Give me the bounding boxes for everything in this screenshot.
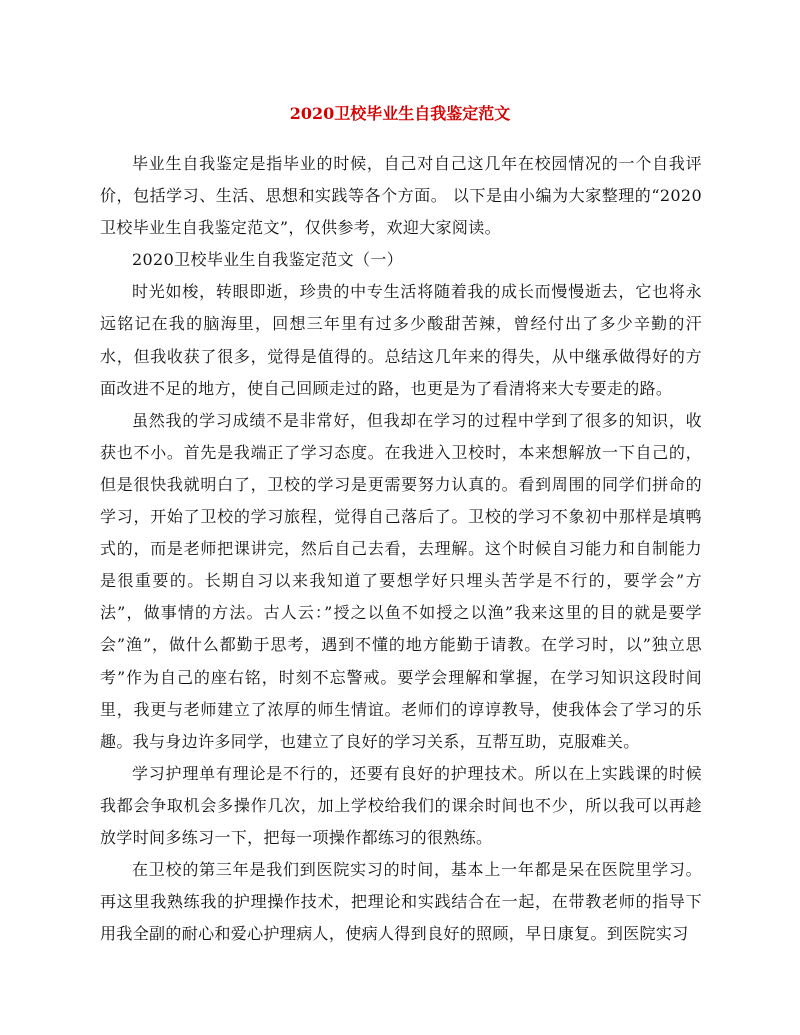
paragraph-internship: 在卫校的第三年是我们到医院实习的时间，基本上一年都是呆在医院里学习。再这里我熟练我的护理操作技术，把理论和实践结合在一起，在带教老师的指导下用我全副的耐心和爱心护理病人，使病人得到良好的照顾，早日康复。到医院实习 <box>100 860 702 944</box>
document-body <box>100 148 702 950</box>
paragraph-study: 虽然我的学习成绩不是非常好，但我却在学习的过程中学到了很多的知识，收获也不小。首先是我端正了学习态度。在我进入卫校时，本来想解放一下自己的，但是很快我就明白了，卫校的学习是更需要努力认真的。看到周围的同学们拼命的学习，开始了卫校的学习旅程，觉得自己落后了。卫校的学习不象初中那样是填鸭式的，而是老师把课讲完，然后自己去看，去理解。这个时候自习能力和自制能力是很重要的。长期自习以来我知道了要想学好只埋头苦学是不行的，要学会”方法”，做事情的方法。古人云：”授之以鱼不如授之以渔”我来这里的目的就是要学会”渔”，做什么都勤于思考，遇到不懂的地方能勤于请教。在学习时，以”独立思考”作为自己的座右铭，时刻不忘警戒。要学会理解和掌握，在学习知识这段时间里，我更与老师建立了浓厚的师生情谊。老师们的谆谆教导，使我体会了学习的乐趣。我与身边许多同学，也建立了良好的学习关系，互帮互助，克服难关。 <box>100 410 702 751</box>
document-title: 2020卫校毕业生自我鉴定范文 <box>289 104 511 123</box>
paragraph-intro: 毕业生自我鉴定是指毕业的时候，自己对自己这几年在校园情况的一个自我评价，包括学习、生活、思想和实践等各个方面。 以下是由小编为大家整理的“2020卫校毕业生自我鉴定范文”，仅供参考，欢迎大家阅读。 <box>100 154 702 238</box>
paragraph-section-heading: 2020卫校毕业生自我鉴定范文（一） <box>132 250 404 270</box>
paragraph-nursing-skills: 学习护理单有理论是不行的，还要有良好的护理技术。所以在上实践课的时候我都会争取机会多操作几次，加上学校给我们的课余时间也不少，所以我可以再趁放学时间多练习一下，把每一项操作都练习的很熟练。 <box>100 763 702 847</box>
paragraph-reflection: 时光如梭，转眼即逝，珍贵的中专生活将随着我的成长而慢慢逝去，它也将永远铭记在我的脑海里，回想三年里有过多少酸甜苦辣，曾经付出了多少辛勤的汗水，但我收获了很多，觉得是值得的。总结这几年来的得失，从中继承做得好的方面改进不足的地方，使自己回顾走过的路，也更是为了看清将来大专要走的路。 <box>100 282 702 398</box>
